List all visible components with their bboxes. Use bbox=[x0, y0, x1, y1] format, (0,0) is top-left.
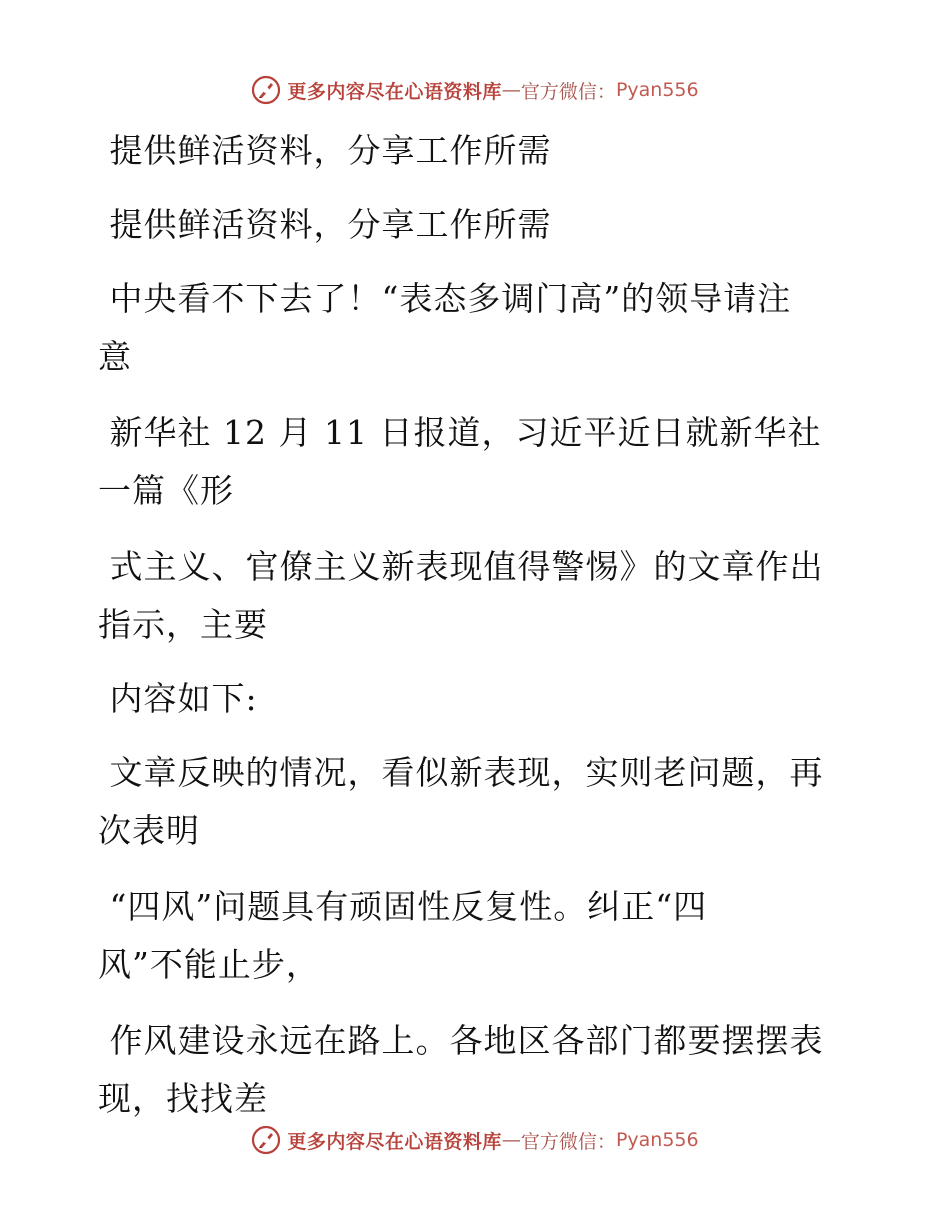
paragraph-2: 提供鲜活资料，分享工作所需 bbox=[98, 205, 552, 244]
quill-pen-seal-icon bbox=[251, 75, 281, 105]
footer-banner bbox=[0, 1120, 950, 1160]
banner-wechat-label: 官方微信： bbox=[520, 1130, 616, 1153]
paragraph-6: 内容如下: bbox=[98, 679, 258, 718]
paragraph-1: 提供鲜活资料，分享工作所需 bbox=[98, 131, 552, 170]
paragraph-5: 式主义、官僚主义新表现值得警惕》的文章作出 指示，主要 bbox=[98, 547, 824, 644]
banner-brand-text: 更多内容尽在心语资料库 bbox=[287, 1130, 502, 1153]
banner-wechat-id: Pyan556 bbox=[615, 79, 699, 101]
quill-pen-seal-icon bbox=[251, 1125, 281, 1155]
banner-wechat-id: Pyan556 bbox=[615, 1129, 699, 1151]
paragraph-8: “四风”问题具有顽固性反复性。纠正“四 风”不能止步， bbox=[98, 887, 708, 984]
banner-separator: — bbox=[501, 79, 521, 101]
paragraph-3: 中央看不下去了！“表态多调门高”的领导请注 意 bbox=[98, 279, 792, 376]
banner-wechat-label: 官方微信： bbox=[520, 80, 616, 103]
banner-brand-text: 更多内容尽在心语资料库 bbox=[287, 80, 502, 103]
paragraph-4: 新华社 12 月 11 日报道，习近平近日就新华社 一篇《形 bbox=[98, 413, 822, 510]
banner-separator: — bbox=[501, 1129, 521, 1151]
header-banner bbox=[0, 70, 950, 110]
document-body bbox=[98, 122, 838, 1128]
paragraph-9: 作风建设永远在路上。各地区各部门都要摆摆表 现，找找差 bbox=[98, 1021, 824, 1118]
paragraph-7: 文章反映的情况，看似新表现，实则老问题，再 次表明 bbox=[98, 753, 824, 850]
